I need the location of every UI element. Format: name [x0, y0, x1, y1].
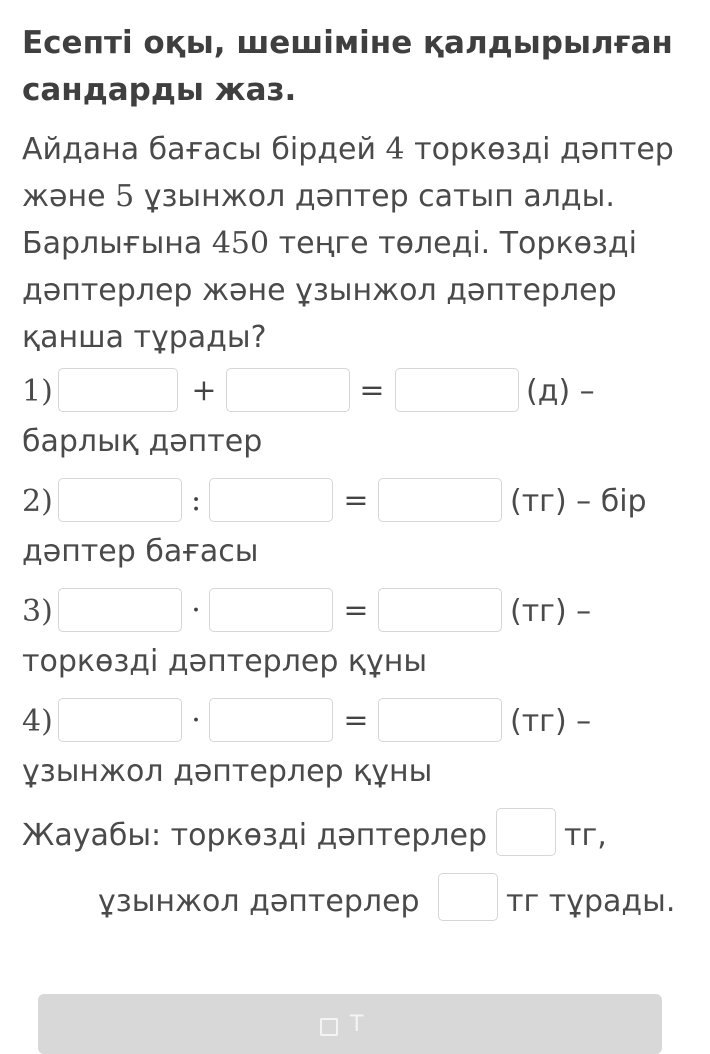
row-number: 4) [22, 704, 53, 739]
operator-equals: = [343, 703, 369, 738]
problem-text [22, 126, 690, 361]
operator-equals: = [343, 593, 369, 628]
problem-line-3: Барлығына 450 теңге төледі. Торкөзді [22, 226, 637, 261]
answer-input-1b[interactable] [226, 368, 350, 412]
equation-row-3 [22, 588, 690, 638]
answer-input-1c[interactable] [395, 368, 519, 412]
answer-input-3c[interactable] [378, 588, 502, 632]
submit-button-label: Т [350, 1012, 364, 1037]
operator-equals: = [359, 373, 385, 408]
answer-input-3a[interactable] [58, 588, 182, 632]
submit-button[interactable] [38, 994, 662, 1054]
answer-input-grid-notebook[interactable] [496, 808, 556, 856]
row-number: 3) [22, 594, 53, 629]
unit-label: (тг) – бір [510, 484, 647, 519]
task-title-line-1: Есепті оқы, шешіміне қалдырылған [22, 25, 673, 61]
answer-unit-2: тг тұрады. [506, 884, 676, 919]
answer-input-2b[interactable] [209, 478, 333, 522]
unit-label: (тг) – [510, 594, 592, 629]
equation-row-2 [22, 478, 690, 528]
problem-line-4: дәптерлер және ұзынжол дәптерлер [22, 273, 617, 308]
unit-label: (тг) – [510, 704, 592, 739]
task-title [22, 20, 682, 114]
answer-input-4a[interactable] [58, 698, 182, 742]
answer-unit-1: тг, [564, 818, 607, 853]
answer-input-2c[interactable] [378, 478, 502, 522]
problem-line-5: қанша тұрады? [22, 320, 267, 355]
edit-icon [320, 1018, 338, 1036]
problem-line-2: және 5 ұзынжол дәптер сатып алды. [22, 179, 615, 214]
row-caption-1: барлық дәптер [22, 424, 263, 459]
equation-row-4 [22, 698, 690, 748]
unit-label: (д) – [526, 374, 595, 409]
answer-input-4b[interactable] [209, 698, 333, 742]
row-caption-4: ұзынжол дәптерлер құны [22, 754, 433, 789]
operator-equals: = [343, 483, 369, 518]
row-caption-3: торкөзді дәптерлер құны [22, 644, 428, 679]
operator-plus: + [191, 373, 217, 408]
answer-label-lined: ұзынжол дәптерлер [98, 884, 420, 919]
answer-input-1a[interactable] [58, 368, 178, 412]
answer-input-4c[interactable] [378, 698, 502, 742]
answer-input-2a[interactable] [58, 478, 182, 522]
task-title-line-2: сандарды жаз. [22, 72, 297, 108]
answer-input-3b[interactable] [209, 588, 333, 632]
row-number: 2) [22, 484, 53, 519]
equation-row-1 [22, 368, 690, 418]
operator-multiply: · [191, 703, 201, 738]
problem-line-1: Айдана бағасы бірдей 4 торкөзді дәптер [22, 132, 674, 167]
answer-input-lined-notebook[interactable] [438, 873, 498, 921]
operator-multiply: · [191, 593, 201, 628]
operator-divide: : [190, 483, 202, 518]
row-caption-2: дәптер бағасы [22, 534, 259, 569]
answer-label-grid: Жауабы: торкөзді дәптерлер [22, 818, 488, 853]
row-number: 1) [22, 374, 53, 409]
